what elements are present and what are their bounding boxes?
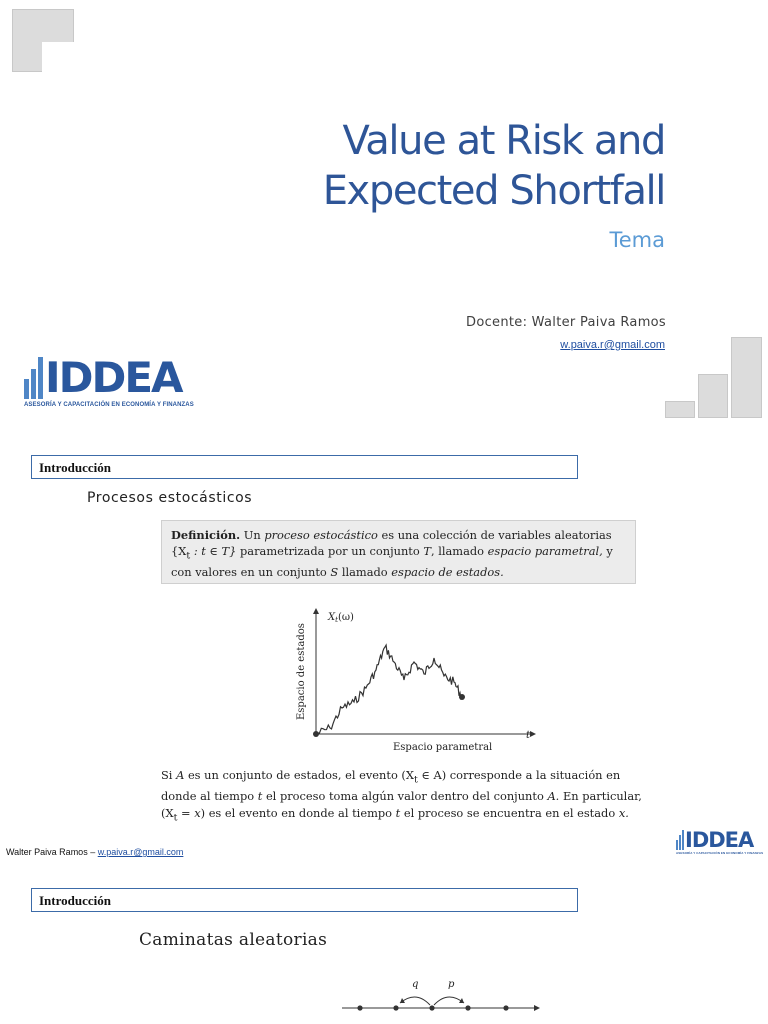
footer-author-name: Walter Paiva Ramos – (6, 847, 96, 857)
p-transition-arc (434, 997, 464, 1005)
logo-bars-icon (24, 357, 43, 399)
deco-bar-short (665, 401, 695, 418)
deco-bar-medium (698, 374, 728, 418)
corner-square-cutout (42, 42, 75, 73)
path-start-dot (313, 731, 319, 737)
slide-subtitle: Tema (609, 228, 665, 252)
procesos-heading: Procesos estocásticos (87, 490, 253, 506)
walk-arrow-icon (534, 1005, 540, 1011)
logo-tagline: ASESORÍA Y CAPACITACIÓN EN ECONOMÍA Y FINANZAS (676, 851, 764, 855)
x-axis-arrow-icon (530, 731, 536, 737)
walk-node (465, 1005, 470, 1010)
walk-node (357, 1005, 362, 1010)
logo-tagline: ASESORÍA Y CAPACITACIÓN EN ECONOMÍA Y FINANZAS (24, 402, 194, 408)
logo-wordmark: IDDEA (45, 353, 182, 402)
process-plot (290, 600, 550, 760)
logo-wordmark: IDDEA (685, 828, 754, 852)
walk-node (503, 1005, 508, 1010)
footer-email-link[interactable]: w.paiva.r@gmail.com (97, 847, 184, 857)
section-header-box: Introducción (31, 455, 578, 479)
docente-label: Docente: Walter Paiva Ramos (466, 315, 666, 330)
title-line-1: Value at Risk and (342, 118, 665, 164)
t-label: t (526, 730, 531, 741)
definition-box: Definición. Un proceso estocástico es una colección de variables aleatorias {$X_t$ : t ∈ T} parametrizada por un conjunto T, llamado espacio parametral, y con valores en un conjunto S llamado espacio de estados. (161, 520, 636, 584)
walk-node (429, 1005, 434, 1010)
footer-author (6, 847, 183, 857)
definition-paragraph: Si A es un conjunto de estados, el evento ($X_t$ ∈ A) corresponde a la situación en donde al tiempo t el proceso toma algún valor dentro del conjunto A. En particular, $(X_t = x)$ es el evento en donde al tiempo t el proceso se encuentra en el estado x. (161, 768, 642, 824)
random-walk-diagram (338, 972, 548, 1024)
slide-title (323, 116, 665, 216)
definition-label: Definición. (171, 528, 241, 542)
curve-label: $X_t(\omega)$ (328, 612, 354, 624)
iddea-logo (24, 353, 194, 408)
term-proceso-estocastico: proceso estocástico (264, 528, 378, 542)
y-axis-arrow-icon (313, 608, 319, 614)
q-label: q (412, 979, 419, 990)
deco-bar-tall (731, 337, 762, 418)
stochastic-process-figure (290, 600, 550, 765)
iddea-logo-small (676, 830, 763, 855)
q-transition-arc (400, 997, 430, 1005)
p-label: p (448, 979, 455, 990)
term-espacio-parametral: espacio parametral, (487, 544, 603, 558)
x-axis-label: Espacio parametral (393, 742, 493, 753)
random-walk-figure (338, 972, 548, 1024)
title-line-2: Expected Shortfall (322, 168, 665, 214)
y-axis-label: Espacio de estados (296, 623, 307, 720)
logo-bars-icon (676, 830, 684, 850)
term-espacio-de-estados: espacio de estados. (391, 565, 504, 580)
walk-node (393, 1005, 398, 1010)
email-link[interactable]: w.paiva.r@gmail.com (560, 339, 665, 351)
section-header-box-2: Introducción (31, 888, 578, 912)
path-end-dot (459, 694, 465, 700)
process-path (316, 645, 462, 734)
caminatas-heading: Caminatas aleatorias (139, 930, 328, 950)
